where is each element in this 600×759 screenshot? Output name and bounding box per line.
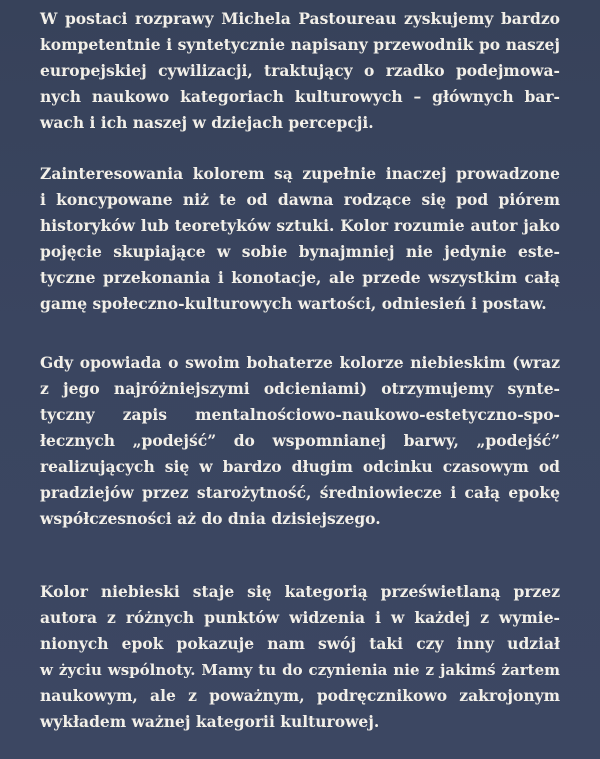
text-line: Zainteresowania kolorem są zupełnie inaczej prowadzone xyxy=(40,164,560,183)
text-line: współczesności aż do dnia dzisiejszego. xyxy=(40,509,381,528)
text-line: gamę społeczno-kulturowych wartości, odniesień i postaw. xyxy=(40,294,547,313)
text-line: realizujących się w bardzo długim odcinku czasowym od xyxy=(40,457,560,476)
text-line: i koncypowane niż te od dawna rodzące się pod piórem xyxy=(40,190,560,209)
text-line: pojęcie skupiające w sobie bynajmniej nie jedynie este- xyxy=(40,242,560,261)
text-line: wach i ich naszej w dziejach percepcji. xyxy=(40,113,374,132)
text-line: z jego najróżniejszymi odcieniami) otrzymujemy synte- xyxy=(40,379,560,398)
text-line: europejskiej cywilizacji, traktujący o rzadko podejmowa- xyxy=(40,61,560,80)
text-line: nych naukowo kategoriach kulturowych – głównych bar- xyxy=(40,87,560,106)
text-line: autora z różnych punktów widzenia i w każdej z wymie- xyxy=(40,608,560,627)
text-line: łecznych „podejść” do wspomnianej barwy, „podejść” xyxy=(40,431,560,450)
paragraph-4 xyxy=(40,579,560,735)
text-line: Kolor niebieski staje się kategorią prześwietlaną przez xyxy=(40,582,560,601)
text-line: nionych epok pokazuje nam swój taki czy inny udział xyxy=(40,634,560,653)
paragraph-2 xyxy=(40,161,560,317)
paragraph-3 xyxy=(40,350,560,532)
text-line: historyków lub teoretyków sztuki. Kolor rozumie autor jako xyxy=(40,216,560,235)
text-line: tyczne przekonania i konotacje, ale przede wszystkim całą xyxy=(40,268,560,287)
text-line: w życiu wspólnoty. Mamy tu do czynienia nie z jakimś żartem xyxy=(40,661,560,679)
text-line: naukowym, ale z poważnym, podręcznikowo zakrojonym xyxy=(40,686,560,705)
text-line: kompetentnie i syntetycznie napisany przewodnik po naszej xyxy=(40,35,560,54)
text-line: Gdy opowiada o swoim bohaterze kolorze niebieskim (wraz xyxy=(40,353,560,372)
text-line: tyczny zapis mentalnościowo-naukowo-estetyczno-spo- xyxy=(40,405,560,424)
text-line: pradziejów przez starożytność, średniowiecze i całą epokę xyxy=(40,483,560,502)
text-line: W postaci rozprawy Michela Pastoureau zyskujemy bardzo xyxy=(40,9,560,28)
text-line: wykładem ważnej kategorii kulturowej. xyxy=(40,712,380,731)
paragraph-1 xyxy=(40,6,560,136)
